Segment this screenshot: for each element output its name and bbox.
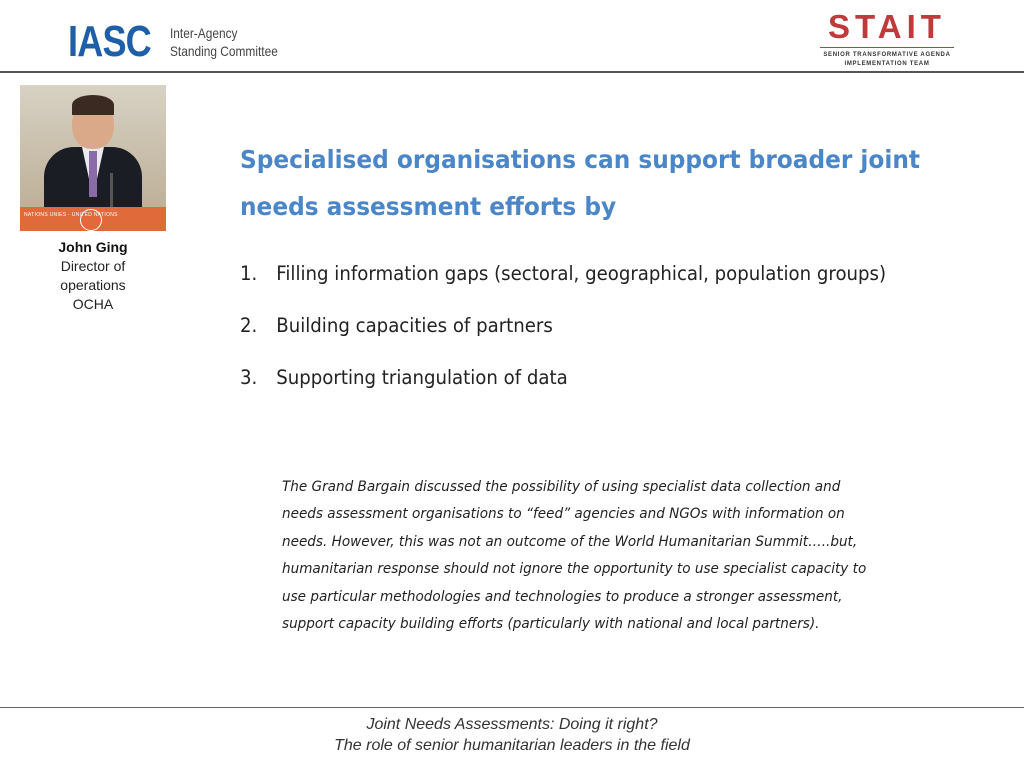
photo-hair <box>72 95 114 115</box>
list-item <box>240 366 947 418</box>
note-line: The Grand Bargain discussed the possibility of using specialist data collection and <box>282 478 841 495</box>
header-divider <box>0 71 1024 73</box>
speaker-card <box>20 85 166 314</box>
note-line: use particular methodologies and technologies to produce a stronger assessment, <box>282 587 843 605</box>
footer-line1: Joint Needs Assessments: Doing it right? <box>366 716 658 733</box>
footer-line2: The role of senior humanitarian leaders in the field <box>334 737 690 754</box>
stait-logo-rule <box>820 47 954 48</box>
list-item-text: Supporting triangulation of data <box>276 366 568 389</box>
note-line: needs assessment organisations to “feed” agencies and NGOs with information on <box>282 505 845 523</box>
list-item-number: 3. <box>240 366 258 389</box>
slide-header <box>0 0 1024 72</box>
list-item-number: 2. <box>240 314 258 337</box>
list-item-number: 1. <box>240 262 258 285</box>
stait-subtitle-line2: IMPLEMENTATION TEAM <box>844 61 930 67</box>
key-points-list <box>240 262 1000 418</box>
slide-title-line2: needs assessment efforts by <box>240 192 617 221</box>
stait-logo-mark: STAIT <box>828 8 946 45</box>
list-item-text: Filling information gaps (sectoral, geographical, population groups) <box>276 262 887 285</box>
iasc-logo <box>68 17 297 66</box>
speaker-role-line3: OCHA <box>72 296 114 312</box>
grand-bargain-note <box>282 473 933 637</box>
stait-subtitle-line1: SENIOR TRANSFORMATIVE AGENDA <box>823 52 951 58</box>
note-line: support capacity building efforts (particularly with national and local partners). <box>282 615 820 633</box>
speaker-role-line2: operations <box>60 277 126 293</box>
slide-footer <box>0 714 1024 756</box>
list-item <box>240 314 947 366</box>
stait-logo <box>820 10 954 69</box>
slide-title-line1: Specialised organisations can support broader joint <box>240 145 921 174</box>
iasc-subtitle-line2: Standing Committee <box>170 43 278 59</box>
photo-microphone <box>110 173 113 209</box>
slide-title <box>240 136 947 230</box>
footer-divider <box>0 707 1024 708</box>
iasc-subtitle-line1: Inter-Agency <box>170 25 238 41</box>
note-line: humanitarian response should not ignore the opportunity to use specialist capacity to <box>282 560 867 578</box>
iasc-logo-subtitle <box>170 24 278 60</box>
list-item-text: Building capacities of partners <box>276 314 553 337</box>
photo-banner-text: NATIONS UNIES · UNITED NATIONS <box>24 212 118 218</box>
speaker-photo <box>20 85 166 231</box>
photo-tie <box>89 151 97 197</box>
note-line: needs. However, this was not an outcome of the World Humanitarian Summit…..but, <box>282 532 858 550</box>
iasc-logo-mark: IASC <box>68 17 151 66</box>
list-item <box>240 262 947 314</box>
speaker-role-line1: Director of <box>60 258 126 274</box>
speaker-name: John Ging <box>58 239 128 255</box>
